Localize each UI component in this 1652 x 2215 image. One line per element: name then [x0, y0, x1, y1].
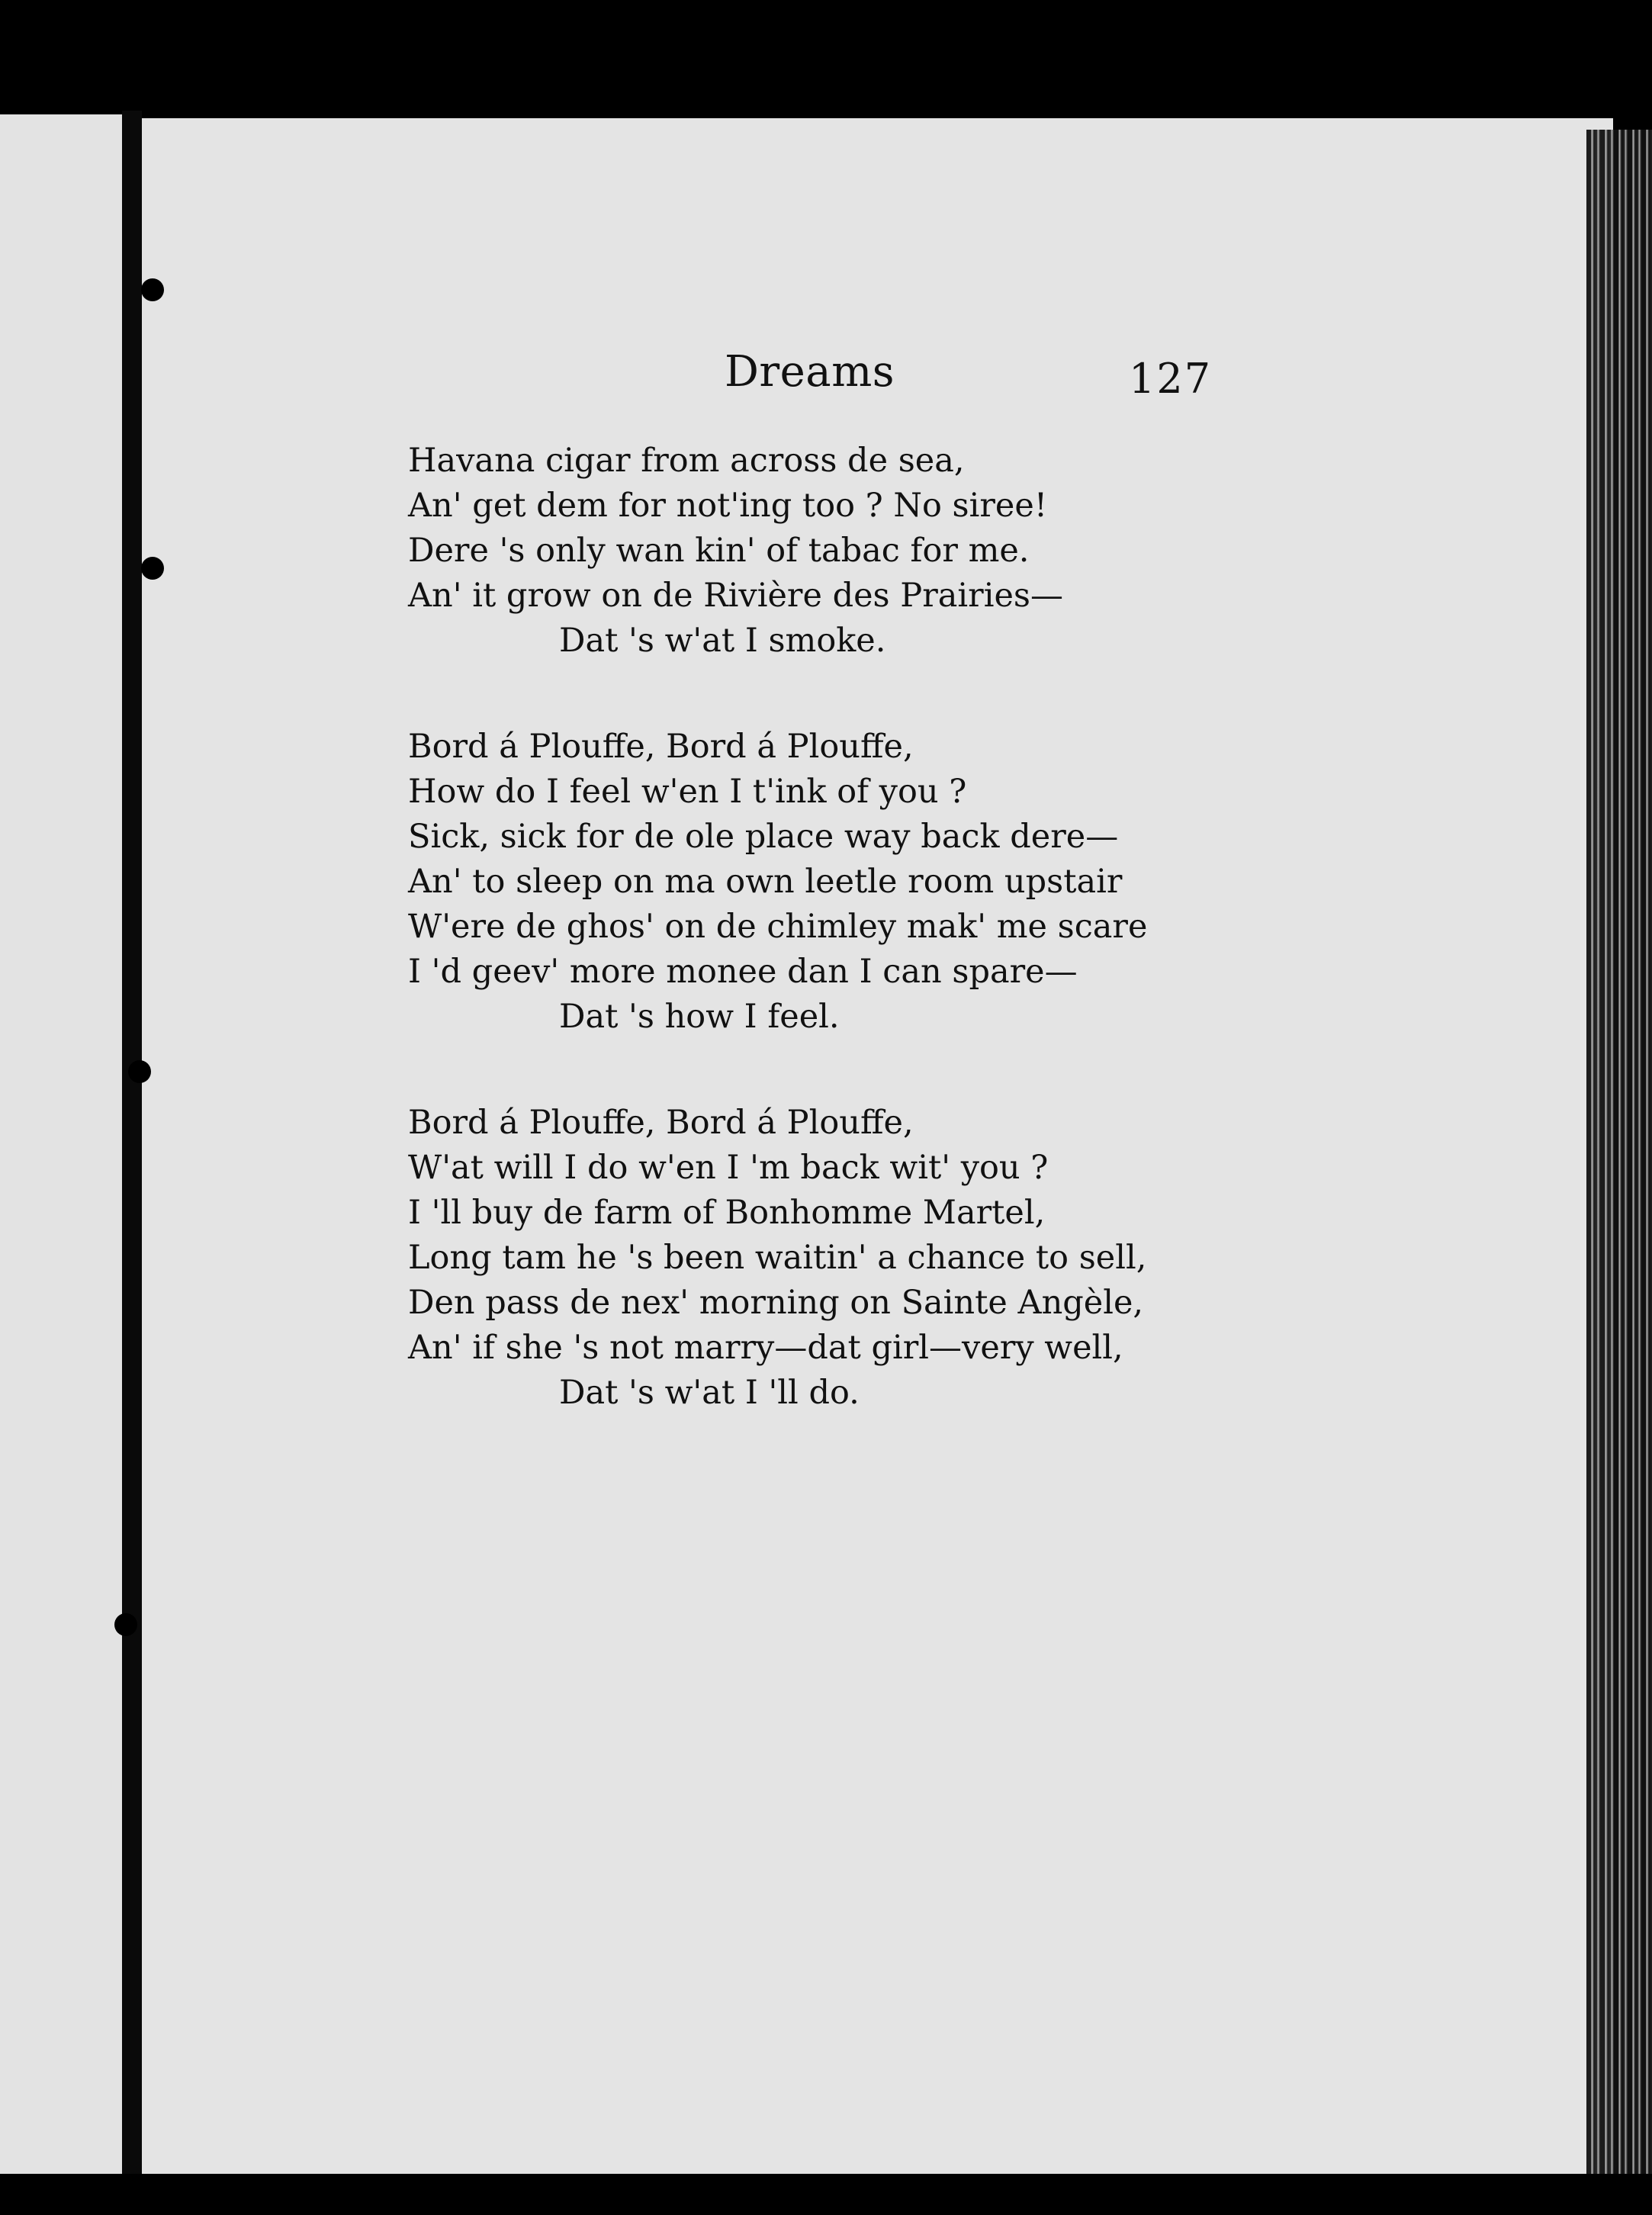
poem-line: An' it grow on de Rivière des Prairies— [408, 577, 1063, 615]
stanza [408, 725, 1567, 1040]
poem-line: Sick, sick for de ole place way back dere— [408, 818, 1119, 856]
poem-line: Havana cigar from across de sea, [408, 442, 965, 480]
poem-line: An' get dem for not'ing too ? No siree! [408, 487, 1048, 525]
poem-line: I 'd geev' more monee dan I can spare— [408, 953, 1078, 991]
page-number: 127 [1129, 355, 1213, 403]
poem-line: Den pass de nex' morning on Sainte Angèle, [408, 1284, 1144, 1322]
poem-line: How do I feel w'en I t'ink of you ? [408, 773, 967, 811]
stanza [408, 439, 1567, 664]
gutter-mark [141, 278, 164, 301]
poem-line: W'at will I do w'en I 'm back wit' you ? [408, 1149, 1049, 1187]
scan-bottom-border [0, 2174, 1652, 2215]
poem-line: Bord á Plouffe, Bord á Plouffe, [408, 1104, 914, 1142]
poem-line: Dere 's only wan kin' of tabac for me. [408, 532, 1030, 570]
poem-body [408, 439, 1567, 1477]
poem-line: An' to sleep on ma own leetle room upstair [408, 863, 1123, 901]
page-stack-edge [1586, 130, 1652, 2189]
poem-line: I 'll buy de farm of Bonhomme Martel, [408, 1194, 1046, 1232]
scan-top-border [0, 0, 1652, 114]
poem-line: Long tam he 's been waitin' a chance to sell, [408, 1239, 1147, 1277]
facing-page-edge [0, 114, 133, 2174]
gutter-mark [128, 1060, 151, 1083]
poem-line: W'ere de ghos' on de chimley mak' me scare [408, 908, 1148, 946]
poem-line: Bord á Plouffe, Bord á Plouffe, [408, 728, 914, 766]
stanza [408, 1101, 1567, 1416]
refrain-line: Dat 's w'at I 'll do. [559, 1374, 860, 1412]
refrain-line: Dat 's w'at I smoke. [559, 622, 886, 660]
book-gutter [122, 111, 142, 2181]
refrain-line: Dat 's how I feel. [559, 998, 840, 1036]
poem-line: An' if she 's not marry—dat girl—very well, [408, 1329, 1123, 1367]
page-header [0, 347, 1652, 416]
running-title: Dreams [725, 347, 895, 397]
gutter-mark [141, 557, 164, 580]
gutter-mark [114, 1613, 137, 1636]
